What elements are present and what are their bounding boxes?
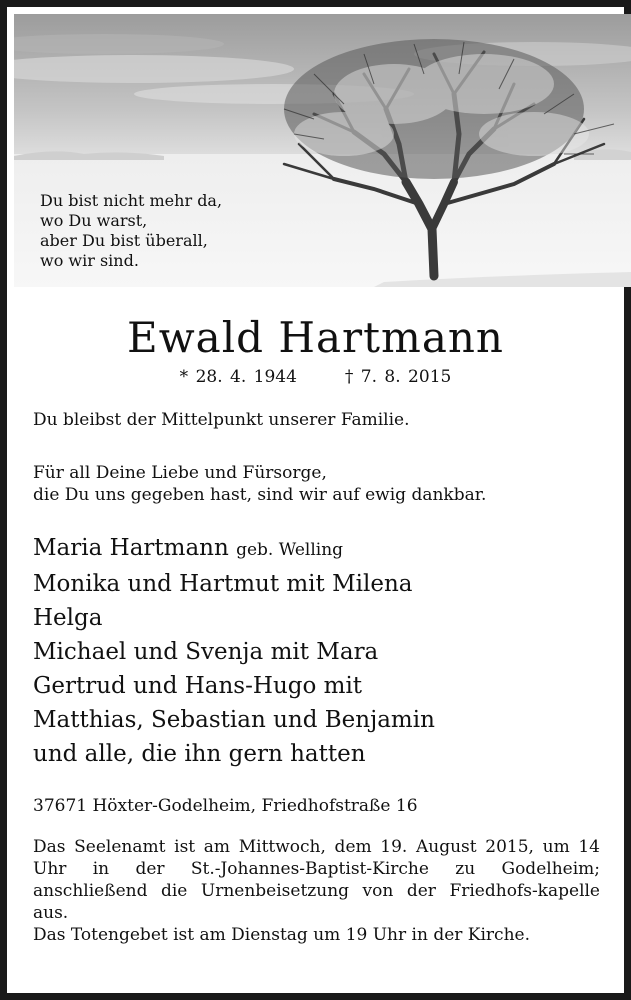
poem-line: Du bist nicht mehr da, <box>40 191 223 210</box>
life-dates <box>7 365 624 389</box>
service-details <box>33 836 600 946</box>
family-address: 37671 Höxter-Godelheim, Friedhofstraße 16 <box>33 796 418 816</box>
poem-line: wo wir sind. <box>40 251 139 270</box>
mourner-line: Michael und Svenja mit Mara <box>33 639 379 665</box>
poem-line: aber Du bist überall, <box>40 231 208 250</box>
mourner-line <box>33 531 435 567</box>
requiem-info: Das Seelenamt ist am Mittwoch, dem 19. August 2015, um 14 Uhr in der St.-Johannes-Baptist-Kirche zu Godelheim; anschließend die Urnenbeisetzung von der Friedhofs-kapelle aus. <box>33 837 600 923</box>
mourner-line: Matthias, Sebastian und Benjamin <box>33 707 435 733</box>
mourner-name: Maria Hartmann <box>33 535 229 561</box>
family-center-line: Du bleibst der Mittelpunkt unserer Familie. <box>33 410 410 430</box>
thanks-line: Für all Deine Liebe und Fürsorge, <box>33 463 327 483</box>
thanks-line: die Du uns gegeben hast, sind wir auf ewig dankbar. <box>33 485 487 505</box>
poem-line: wo Du warst, <box>40 211 148 230</box>
mourner-line: Monika und Hartmut mit Milena <box>33 571 413 597</box>
mourner-line: Helga <box>33 605 103 631</box>
birth-date: * 28. 4. 1944 <box>179 367 297 387</box>
maiden-name: geb. Welling <box>236 540 344 560</box>
poem <box>40 191 222 271</box>
death-date: † 7. 8. 2015 <box>344 367 452 387</box>
prayer-info: Das Totengebet ist am Dienstag um 19 Uhr in der Kirche. <box>33 925 530 945</box>
mourner-line: Gertrud und Hans-Hugo mit <box>33 673 363 699</box>
thanks-text <box>33 462 600 506</box>
deceased-name: Ewald Hartmann <box>127 313 504 362</box>
mourners-list <box>33 531 435 771</box>
winter-tree-photo <box>14 14 631 287</box>
mourner-line: und alle, die ihn gern hatten <box>33 741 366 767</box>
